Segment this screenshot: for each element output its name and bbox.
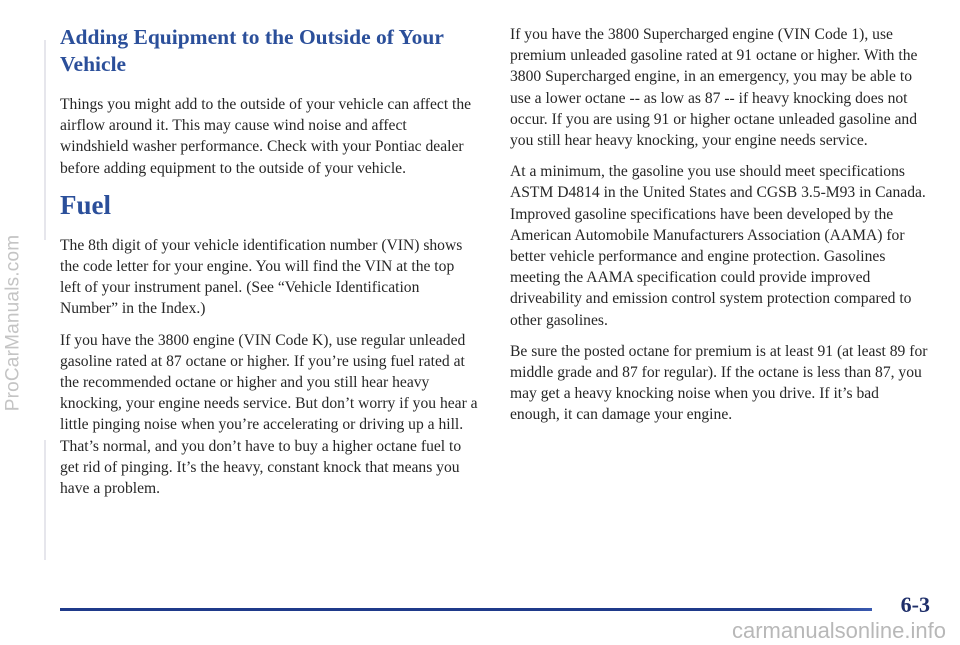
paragraph-posted-octane: Be sure the posted octane for premium is at least 91 (at least 89 for middle grade and 87 for regular). If the octane is less than 87, you may get a heavy knocking noise when you drive. If it’s bad enough, it can damage your engine. (510, 342, 928, 424)
paragraph-3800-engine: If you have the 3800 engine (VIN Code K), use regular unleaded gasoline rated at 87 octane or higher. If you’re using fuel rated at the recommended octane or higher and you still hear heavy knocking, your engine needs service. But don’t worry if you hear a little pinging noise when you’re accelerating or driving up a hill. That’s normal, and you don’t have to buy a higher octane fuel to get rid of pinging. It’s the heavy, constant knock that means you have a problem. (60, 331, 478, 498)
bottom-watermark: carmanualsonline.info (731, 618, 946, 643)
paragraph-vin-digit: The 8th digit of your vehicle identification number (VIN) shows the code letter for your engine. You will find the VIN at the top left of your instrument panel. (See “Vehicle Identification Number” in the Index.) (60, 236, 463, 318)
left-column (60, 24, 478, 509)
right-column (510, 24, 930, 436)
margin-bar-top (44, 40, 46, 240)
paragraph-gasoline-specifications: At a minimum, the gasoline you use should meet specifications ASTM D4814 in the United States and CGSB 3.5-M93 in Canada. Improved gasoline specifications have been developed by the American Automobile Manufacturers Association (AAMA) for better vehicle performance and engine protection. Gasolines meeting the AAMA specification could provide improved driveability and emission control system protection compared to other gasolines. (510, 163, 926, 329)
section-heading-adding-equipment: Adding Equipment to the Outside of Your Vehicle (60, 25, 444, 76)
paragraph-adding-equipment: Things you might add to the outside of your vehicle can affect the airflow around it. This may cause wind noise and affect windshield washer performance. Check with your Pontiac dealer before adding equipment to the outside of your vehicle. (60, 96, 472, 177)
side-watermark-text: ProCarManuals.com (2, 234, 24, 411)
side-watermark (2, 0, 24, 645)
page-number: 6-3 (900, 592, 930, 617)
section-heading-fuel: Fuel (60, 189, 111, 220)
footer-rule (60, 608, 872, 611)
paragraph-supercharged-engine: If you have the 3800 Supercharged engine (VIN Code 1), use premium unleaded gasoline rated at 91 octane or higher. With the 3800 Supercharged engine, in an emergency, you may be able to use a lower octane -- as low as 87 -- if heavy knocking does not occur. If you are using 91 or higher octane unleaded gasoline and you still hear heavy knocking, your engine needs service. (510, 26, 918, 150)
margin-bar-bottom (44, 440, 46, 560)
